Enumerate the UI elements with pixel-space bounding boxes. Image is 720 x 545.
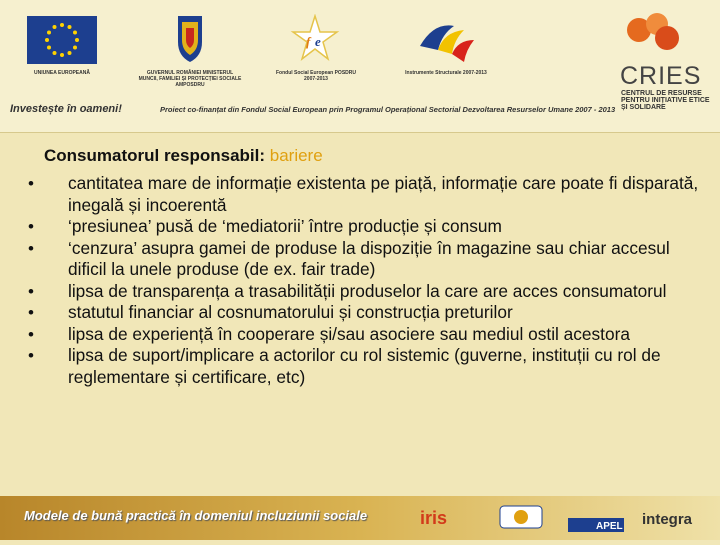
eu-caption: UNIUNEA EUROPEANĂ — [34, 70, 90, 76]
apel-logo — [560, 500, 630, 536]
integra-logo — [640, 500, 714, 536]
cries-name: CRIES — [620, 62, 702, 90]
integra-label: integra — [642, 511, 693, 528]
is-caption: Instrumente Structurale 2007-2013 — [405, 70, 487, 76]
title-highlight: bariere — [269, 146, 323, 165]
footer-tagline: Modele de bună practică în domeniul incluziunii sociale — [24, 508, 368, 523]
cries-subtitle: CENTRUL DE RESURSE PENTRU INIȚIATIVE ETICE ȘI SOLIDARE — [621, 90, 710, 111]
list-item: • cantitatea mare de informație existenta pe piață, informație care poate fi disparată, inegală și incoerentă — [24, 173, 704, 216]
project-line: Proiect co-finanțat din Fondul Social European prin Programul Operațional Sectorial Dezvoltarea Resurselor Umane 2007 - 2013 — [160, 105, 616, 114]
list-item: • lipsa de experiență în cooperare și/sau asociere sau mediul ostil acestora — [24, 324, 704, 346]
list-item: • ‘presiunea’ pusă de ‘mediatorii’ între producție și consum — [24, 216, 704, 238]
cries-logo-icon — [623, 10, 681, 54]
eu-flag-icon — [27, 16, 97, 64]
list-item: • statutul financiar al cosnumatorului și construcția preturilor — [24, 302, 704, 324]
romania-caption: GUVERNUL ROMÂNIEI MINISTERUL MUNCII, FAMILIEI ȘI PROTECȚIEI SOCIALE AMPOSDRU — [138, 70, 242, 88]
barrier-list — [24, 173, 704, 388]
romania-crest-icon — [172, 12, 208, 64]
instrumente-structurale-logo — [414, 16, 478, 68]
fse-caption: Fondul Social European POSDRU 2007-2013 — [275, 70, 356, 82]
list-item: • lipsa de transparența a trasabilității produselor la care are acces consumatorul — [24, 281, 704, 303]
svg-text:iris: iris — [420, 508, 448, 528]
apel-label: APEL — [596, 521, 623, 532]
slogan: Investește în oameni! — [10, 103, 122, 115]
fse-logo — [289, 14, 341, 66]
svg-text:f: f — [306, 34, 311, 49]
list-item: • ‘cenzura’ asupra gamei de produse la dispoziție în magazine sau chiar accesul dificil la unele produse (de ex. fair trade) — [24, 238, 704, 281]
slide-title — [44, 146, 323, 166]
list-item: • lipsa de suport/implicare a actorilor cu rol sistemic (guverne, instituții cu rol de reglementare și certificare, etc) — [24, 345, 704, 388]
iris-logo — [418, 500, 458, 536]
partner-logo — [496, 500, 546, 536]
title-main: Consumatorul responsabil: — [44, 146, 270, 165]
svg-text:e: e — [315, 34, 321, 49]
